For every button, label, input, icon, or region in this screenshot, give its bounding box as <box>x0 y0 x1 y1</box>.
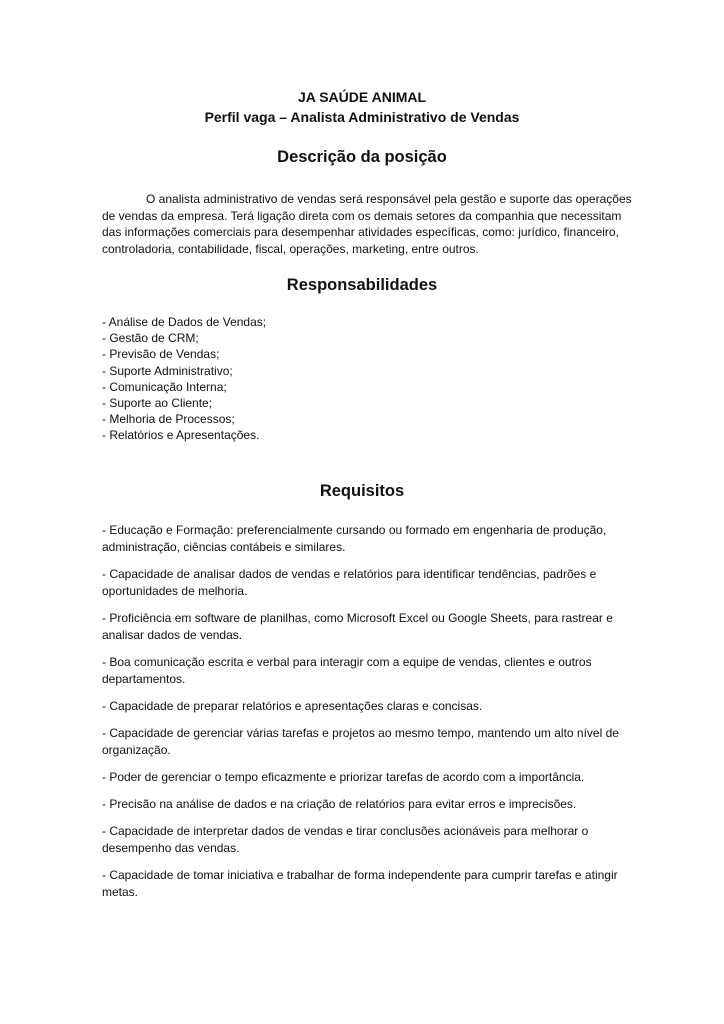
responsibilities-heading: Responsabilidades <box>286 276 438 294</box>
list-item: - Previsão de Vendas; <box>102 347 220 362</box>
requirements-list <box>102 522 632 911</box>
list-item: - Boa comunicação escrita e verbal para interagir com a equipe de vendas, clientes e outros departamentos. <box>102 655 592 686</box>
list-item: - Proficiência em software de planilhas, como Microsoft Excel ou Google Sheets, para rastrear e analisar dados de vendas. <box>102 611 613 642</box>
responsibilities-list <box>102 314 632 444</box>
list-item: - Capacidade de analisar dados de vendas e relatórios para identificar tendências, padrões e oportunidades de melhoria. <box>102 567 597 598</box>
list-item: - Educação e Formação: preferencialmente cursando ou formado em engenharia de produção, administração, ciências contábeis e similares. <box>102 523 607 554</box>
company-name: JA SAÚDE ANIMAL <box>297 89 427 105</box>
list-item: - Precisão na análise de dados e na criação de relatórios para evitar erros e imprecisões. <box>102 797 577 811</box>
list-item: - Melhoria de Processos; <box>102 412 235 427</box>
list-item: - Suporte Administrativo; <box>102 363 233 378</box>
list-item: - Capacidade de preparar relatórios e apresentações claras e concisas. <box>102 699 483 713</box>
list-item: - Capacidade de tomar iniciativa e trabalhar de forma independente para cumprir tarefas e atingir metas. <box>102 868 618 899</box>
list-item: - Gestão de CRM; <box>102 331 199 346</box>
list-item: - Comunicação Interna; <box>102 379 227 394</box>
list-item: - Capacidade de gerenciar várias tarefas e projetos ao mesmo tempo, mantendo um alto nível de organização. <box>102 726 619 757</box>
list-item: - Relatórios e Apresentações. <box>102 428 260 443</box>
description-text: O analista administrativo de vendas será responsável pela gestão e suporte das operações de vendas da empresa. Terá ligação direta com os demais setores da companhia que necessitam das informações comerciais para desempenhar atividades específicas, como: jurídico, financeiro, controladoria, contabilidade, fiscal, operações, marketing, entre outros. <box>102 192 632 256</box>
requirements-heading: Requisitos <box>319 482 405 500</box>
list-item: - Suporte ao Cliente; <box>102 396 213 411</box>
list-item: - Análise de Dados de Vendas; <box>102 315 267 329</box>
description-heading: Descrição da posição <box>277 148 447 166</box>
job-title: Perfil vaga – Analista Administrativo de Vendas <box>204 109 520 125</box>
list-item: - Capacidade de interpretar dados de vendas e tirar conclusões acionáveis para melhorar o desempenho das vendas. <box>102 824 589 855</box>
list-item: - Poder de gerenciar o tempo eficazmente e priorizar tarefas de acordo com a importância. <box>102 770 585 784</box>
